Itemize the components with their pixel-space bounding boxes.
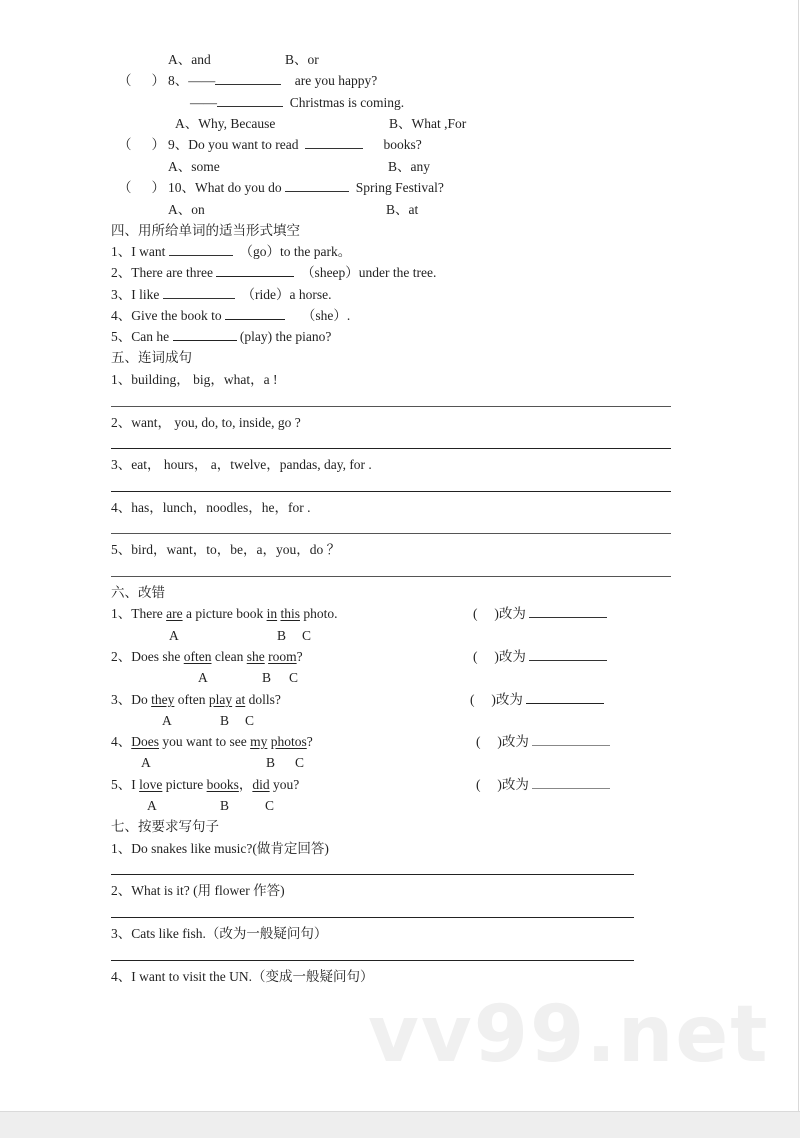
q10-line: 10、What do you do Spring Festival? bbox=[168, 180, 444, 195]
part7-item-4: 4、I want to visit the UN.（变成一般疑问句） bbox=[111, 969, 374, 984]
part6-label-2a: A bbox=[198, 670, 208, 685]
q8-answer-paren: （ ） bbox=[118, 73, 165, 88]
part6-label-4b: B bbox=[266, 755, 276, 770]
part5-item-2: 2、want， you, do, to, inside, go ? bbox=[111, 415, 301, 430]
part6-blank-4[interactable] bbox=[532, 734, 610, 746]
part7-item-2: 2、What is it? (用 flower 作答) bbox=[111, 883, 285, 898]
part4-item-4: 4、Give the book to （she）. bbox=[111, 308, 351, 323]
part6-label-2b: B bbox=[262, 670, 272, 685]
q9-blank[interactable] bbox=[305, 137, 363, 149]
q9-answer-paren: （ ） bbox=[118, 137, 165, 152]
part4-blank-2[interactable] bbox=[216, 265, 294, 277]
part6-label-1c: C bbox=[302, 628, 312, 643]
part6-label-5c: C bbox=[265, 798, 275, 813]
part6-answer-1: ( )改为 bbox=[473, 606, 607, 622]
part4-blank-3[interactable] bbox=[163, 287, 235, 299]
q8-blank-2[interactable] bbox=[217, 95, 283, 107]
part6-answer-3: ( )改为 bbox=[470, 692, 604, 708]
part6-heading: 六、改错 bbox=[111, 585, 165, 600]
part6-answer-2: ( )改为 bbox=[473, 649, 607, 665]
q9-option-b: B、any bbox=[388, 159, 430, 174]
part5-item-5: 5、bird，want，to，be，a，you，do ？ bbox=[111, 542, 341, 557]
part4-item-2: 2、There are three （sheep）under the tree. bbox=[111, 265, 437, 280]
q7-option-b: B、or bbox=[285, 52, 319, 67]
part6-blank-2[interactable] bbox=[529, 649, 607, 661]
part5-item-4: 4、has，lunch，noodles，he，for . bbox=[111, 500, 311, 515]
part6-label-3b: B bbox=[220, 713, 230, 728]
part6-label-3c: C bbox=[245, 713, 255, 728]
part6-blank-3[interactable] bbox=[526, 692, 604, 704]
q10-blank[interactable] bbox=[285, 180, 349, 192]
part6-label-1a: A bbox=[169, 628, 179, 643]
part6-sentence-3: 3、Do they often play at dolls? bbox=[111, 692, 281, 707]
viewer-bottom-strip bbox=[0, 1111, 800, 1138]
part6-sentence-2: 2、Does she often clean she room? bbox=[111, 649, 303, 664]
part5-answer-line-1[interactable] bbox=[111, 406, 671, 407]
part4-heading: 四、用所给单词的适当形式填空 bbox=[111, 223, 300, 238]
part6-blank-1[interactable] bbox=[529, 606, 607, 618]
part5-answer-line-4[interactable] bbox=[111, 533, 671, 534]
part7-answer-line-2[interactable] bbox=[111, 917, 634, 918]
part5-item-1: 1、building， big，what，a ! bbox=[111, 372, 278, 387]
part4-blank-4[interactable] bbox=[225, 308, 285, 320]
part6-answer-4: ( )改为 bbox=[476, 734, 610, 750]
part6-label-3a: A bbox=[162, 713, 172, 728]
part5-item-3: 3、eat， hours， a，twelve，pandas, day, for . bbox=[111, 457, 372, 472]
q8-line1: 8、—— are you happy? bbox=[168, 73, 378, 88]
part7-item-3: 3、Cats like fish.（改为一般疑问句） bbox=[111, 926, 328, 941]
q9-line: 9、Do you want to read books? bbox=[168, 137, 422, 152]
part7-item-1: 1、Do snakes like music?(做肯定回答) bbox=[111, 841, 329, 856]
part6-sentence-1: 1、There are a picture book in this photo. bbox=[111, 606, 338, 621]
part7-answer-line-1[interactable] bbox=[111, 874, 634, 875]
part6-label-4a: A bbox=[141, 755, 151, 770]
part6-label-4c: C bbox=[295, 755, 305, 770]
part6-label-5a: A bbox=[147, 798, 157, 813]
part7-heading: 七、按要求写句子 bbox=[111, 819, 219, 834]
q9-option-a: A、some bbox=[168, 159, 220, 174]
part4-item-1: 1、I want （go）to the park。 bbox=[111, 244, 352, 259]
q10-option-a: A、on bbox=[168, 202, 205, 217]
q7-option-a: A、and bbox=[168, 52, 211, 67]
part4-blank-1[interactable] bbox=[169, 244, 233, 256]
part6-sentence-5: 5、I love picture books，did you? bbox=[111, 777, 300, 792]
q10-option-b: B、at bbox=[386, 202, 419, 217]
part6-label-2c: C bbox=[289, 670, 299, 685]
q8-option-a: A、Why, Because bbox=[175, 116, 276, 131]
part6-label-1b: B bbox=[277, 628, 287, 643]
part5-answer-line-5[interactable] bbox=[111, 576, 671, 577]
part4-item-5: 5、Can he (play) the piano? bbox=[111, 329, 332, 344]
part7-answer-line-3[interactable] bbox=[111, 960, 634, 961]
part4-item-3: 3、I like （ride）a horse. bbox=[111, 287, 332, 302]
q10-answer-paren: （ ） bbox=[118, 180, 165, 195]
part6-blank-5[interactable] bbox=[532, 777, 610, 789]
q8-blank-1[interactable] bbox=[215, 73, 281, 85]
part4-blank-5[interactable] bbox=[173, 329, 237, 341]
q8-line2: —— Christmas is coming. bbox=[190, 95, 405, 110]
part5-heading: 五、连词成句 bbox=[111, 350, 192, 365]
part6-label-5b: B bbox=[220, 798, 230, 813]
part6-sentence-4: 4、Does you want to see my photos? bbox=[111, 734, 313, 749]
part6-answer-5: ( )改为 bbox=[476, 777, 610, 793]
q8-option-b: B、What ,For bbox=[389, 116, 467, 131]
part5-answer-line-3[interactable] bbox=[111, 491, 671, 492]
watermark: vv99.net bbox=[368, 990, 770, 1080]
part5-answer-line-2[interactable] bbox=[111, 448, 671, 449]
